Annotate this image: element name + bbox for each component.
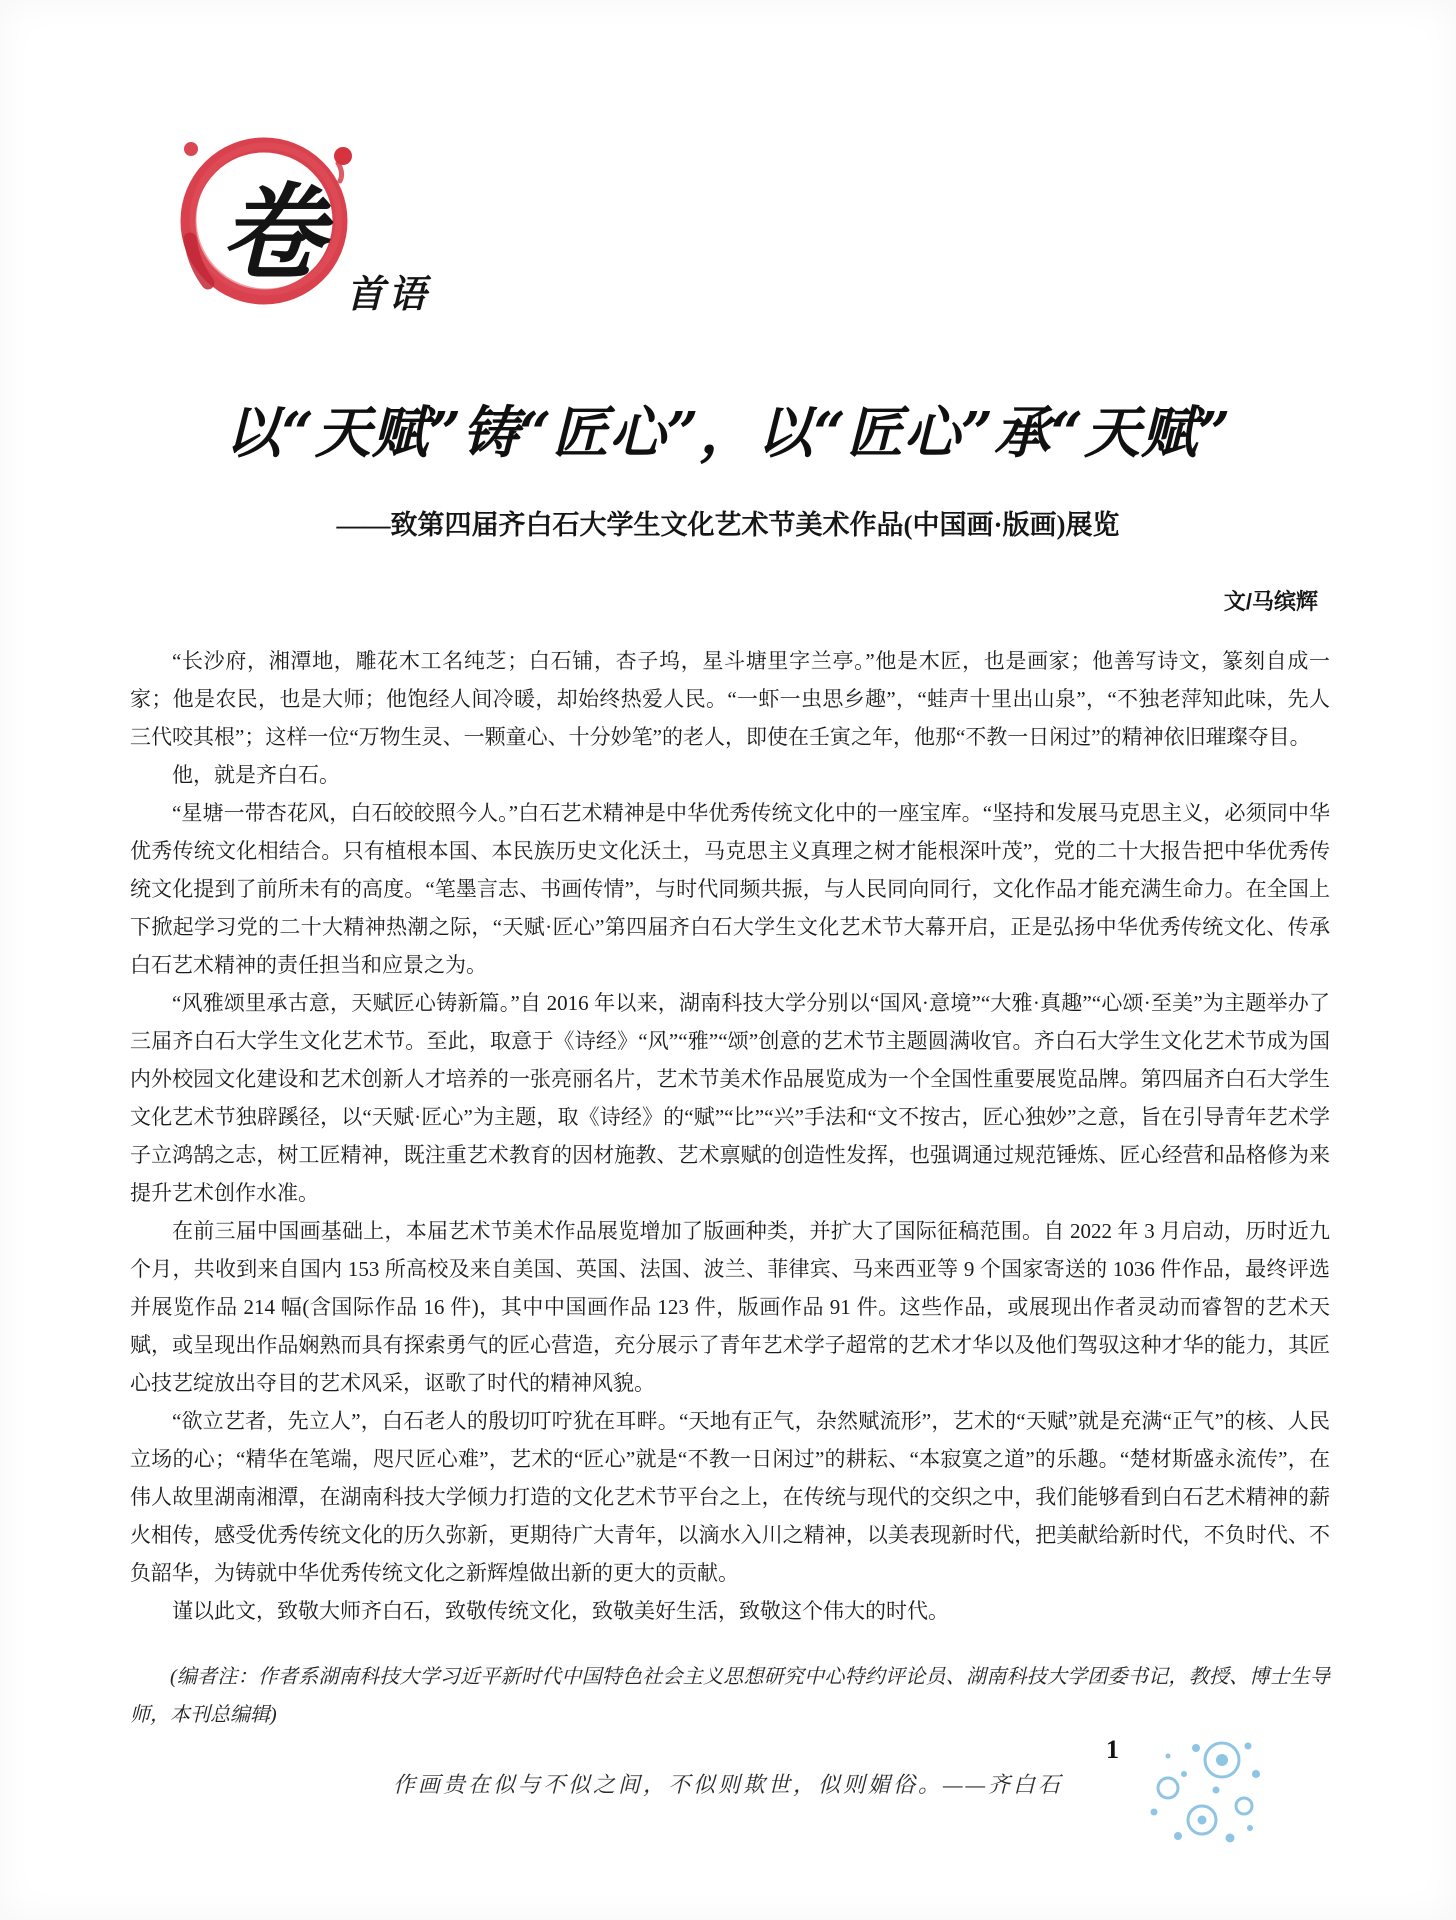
seal-logo bbox=[168, 123, 364, 315]
page-number: 1 bbox=[1106, 1735, 1119, 1764]
article-subtitle: ——致第四届齐白石大学生文化艺术节美术作品(中国画·版画)展览 bbox=[336, 510, 1120, 540]
paragraph-4: “风雅颂里承古意，天赋匠心铸新篇。”自 2016 年以来，湖南科技大学分别以“国风·意境”“大雅·真趣”“心颂·至美”为主题举办了三届齐白石大学生文化艺术节。至此，取意于《诗经》“风”“雅”“颂”创意的艺术节主题圆满收官。齐白石大学生文化艺术节成为国内外校园文化建设和艺术创新人才培养的一张亮丽名片，艺术节美术作品展览成为一个全国性重要展览品牌。第四届齐白石大学生文化艺术节独辟蹊径，以“天赋·匠心”为主题，取《诗经》的“赋”“比”“兴”手法和“文不按古，匠心独妙”之意，旨在引导青年艺术学子立鸿鹄之志，树工匠精神，既注重艺术教育的因材施教、艺术禀赋的创造性发挥，也强调通过规范锤炼、匠心经营和品格修为来提升艺术创作水准。 bbox=[130, 991, 1330, 1205]
paragraph-5: 在前三届中国画基础上，本届艺术节美术作品展览增加了版画种类，并扩大了国际征稿范围。自 2022 年 3 月启动，历时近九个月，共收到来自国内 153 所高校及来自美国、英国、法国、波兰、菲律宾、马来西亚等 9 个国家寄送的 1036 件作品，最终评选并展览作品 214 幅(含国际作品 16 件)，其中中国画作品 123 件，版画作品 91 件。这些作品，或展现出作者灵动而睿智的艺术天赋，或呈现出作品娴熟而具有探索勇气的匠心营造，充分展示了青年艺术学子超常的艺术才华以及他们驾驭这种才华的能力，其匠心技艺绽放出夺目的艺术风采，讴歌了时代的精神风貌。 bbox=[130, 1219, 1330, 1395]
article-title: 以“天赋”铸“匠心”，以“匠心”承“天赋” bbox=[224, 400, 1232, 466]
editor-note: (编者注：作者系湖南科技大学习近平新时代中国特色社会主义思想研究中心特约评论员、湖南科技大学团委书记，教授、博士生导师，本刊总编辑) bbox=[130, 1666, 1330, 1726]
paragraph-7: 谨以此文，致敬大师齐白石，致敬传统文化，致敬美好生活，致敬这个伟大的时代。 bbox=[172, 1599, 949, 1623]
decorative-pattern-icon bbox=[1138, 1732, 1264, 1854]
paragraph-1: “长沙府，湘潭地，雕花木工名纯芝；白石铺，杏子坞，星斗塘里字兰亭。”他是木匠，也是画家；他善写诗文，篆刻自成一家；他是农民，也是大师；他饱经人间冷暖，却始终热爱人民。“一虾一虫思乡趣”，“蛙声十里出山泉”，“不独老萍知此味，先人三代咬其根”；这样一位“万物生灵、一颗童心、十分妙笔”的老人，即使在壬寅之年，他那“不教一日闲过”的精神依旧璀璨夺目。 bbox=[130, 649, 1330, 749]
paragraph-2: 他，就是齐白石。 bbox=[172, 763, 340, 787]
masthead-label: 首语 bbox=[346, 274, 431, 316]
seal-character: 卷 bbox=[220, 171, 325, 294]
paragraph-3: “星塘一带杏花风，白石皎皎照今人。”白石艺术精神是中华优秀传统文化中的一座宝库。“坚持和发展马克思主义，必须同中华优秀传统文化相结合。只有植根本国、本民族历史文化沃土，马克思主义真理之树才能根深叶茂”，党的二十大报告把中华优秀传统文化提到了前所未有的高度。“笔墨言志、书画传情”，与时代同频共振，与人民同向同行，文化作品才能充满生命力。在全国上下掀起学习党的二十大精神热潮之际，“天赋·匠心”第四届齐白石大学生文化艺术节大幕开启，正是弘扬中华优秀传统文化、传承白石艺术精神的责任担当和应景之为。 bbox=[130, 801, 1330, 977]
paragraph-6: “欲立艺者，先立人”，白石老人的殷切叮咛犹在耳畔。“天地有正气，杂然赋流形”，艺术的“天赋”就是充满“正气”的核、人民立场的心；“精华在笔端，咫尺匠心难”，艺术的“匠心”就是“不教一日闲过”的耕耘、“本寂寞之道”的乐趣。“楚材斯盛永流传”，在伟人故里湖南湘潭，在湖南科技大学倾力打造的文化艺术节平台之上，在传统与现代的交织之中，我们能够看到白石艺术精神的薪火相传，感受优秀传统文化的历久弥新，更期待广大青年，以滴水入川之精神，以美表现新时代，把美献给新时代，不负时代、不负韶华，为铸就中华优秀传统文化之新辉煌做出新的更大的贡献。 bbox=[130, 1409, 1330, 1585]
article-body bbox=[130, 642, 1330, 1734]
author-byline: 文/马缤辉 bbox=[1223, 589, 1318, 614]
masthead bbox=[150, 95, 480, 325]
footer-quote: 作画贵在似与不似之间，不似则欺世，似则媚俗。——齐白石 bbox=[392, 1772, 1064, 1797]
